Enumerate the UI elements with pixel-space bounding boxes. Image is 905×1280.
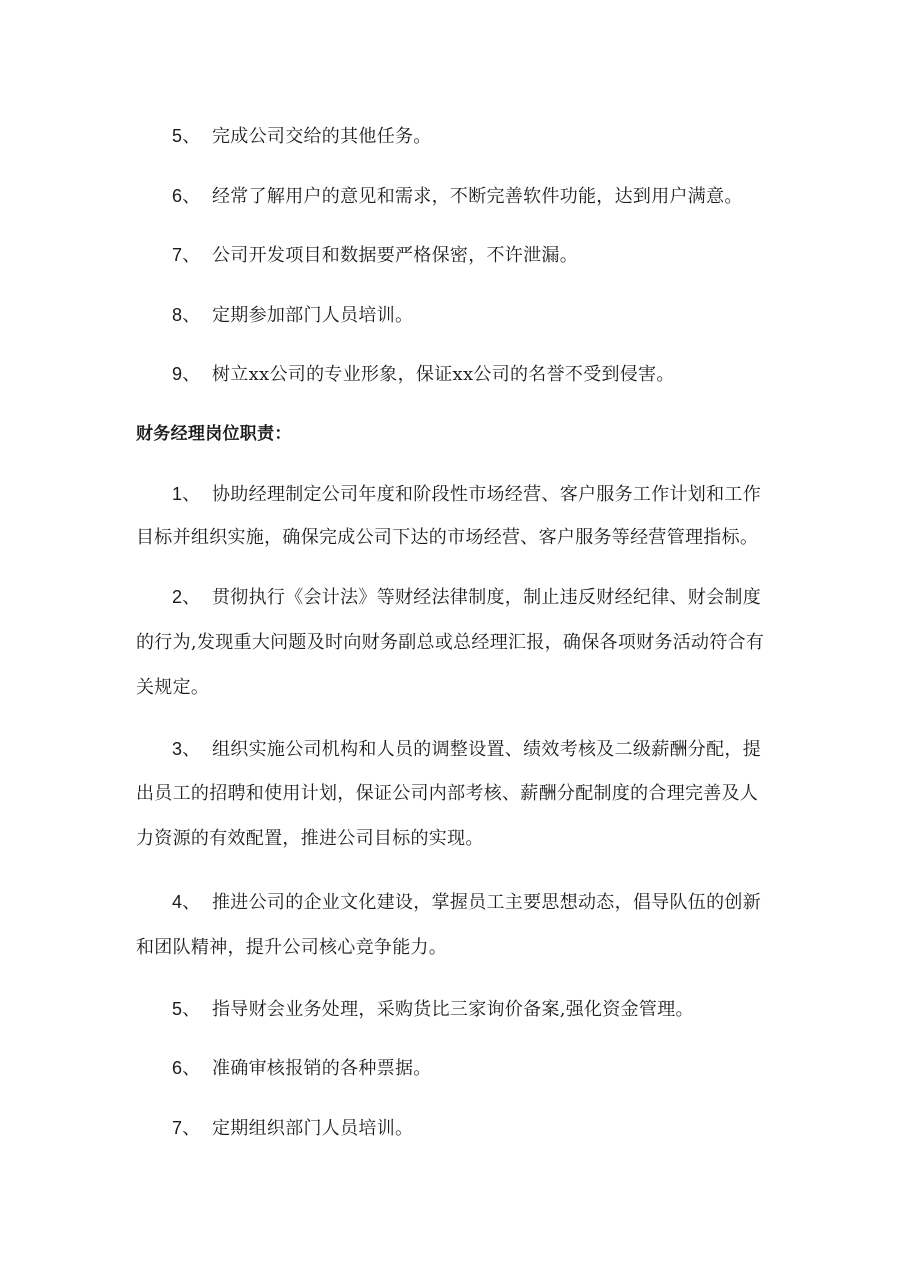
list-item — [136, 585, 776, 610]
item-number: 7、 — [172, 245, 201, 265]
item-number: 4、 — [172, 892, 201, 912]
item-number: 3、 — [172, 739, 201, 759]
item-continuation: 的行为,发现重大问题及时向财务副总或总经理汇报，确保各项财务活动符合有 — [136, 632, 765, 653]
item-continuation: 目标并组织实施，确保完成公司下达的市场经营、客户服务等经营管理指标。 — [136, 527, 759, 548]
item-text: 树立xx公司的专业形象，保证xx公司的名誉不受到侵害。 — [212, 364, 675, 385]
item-text: 定期参加部门人员培训。 — [212, 305, 414, 326]
list-item — [136, 362, 776, 387]
item-number: 6、 — [172, 1058, 201, 1078]
item-text: 定期组织部门人员培训。 — [212, 1118, 414, 1139]
list-item — [136, 303, 776, 328]
item-text: 贯彻执行《会计法》等财经法律制度，制止违反财经纪律、财会制度 — [212, 587, 761, 608]
item-continuation: 力资源的有效配置，推进公司目标的实现。 — [136, 828, 484, 849]
list-item — [136, 1056, 776, 1081]
item-number: 5、 — [172, 999, 201, 1019]
item-text: 组织实施公司机构和人员的调整设置、绩效考核及二级薪酬分配，提 — [212, 739, 761, 760]
item-text: 公司开发项目和数据要严格保密，不许泄漏。 — [212, 245, 578, 266]
list-item — [136, 124, 776, 149]
item-continuation: 和团队精神，提升公司核心竞争能力。 — [136, 937, 448, 958]
item-number: 8、 — [172, 305, 201, 325]
item-number: 2、 — [172, 587, 201, 607]
item-continuation: 关规定。 — [136, 677, 210, 698]
list-item — [136, 1116, 776, 1141]
item-text: 经常了解用户的意见和需求，不断完善软件功能，达到用户满意。 — [212, 186, 743, 207]
item-text: 协助经理制定公司年度和阶段性市场经营、客户服务工作计划和工作 — [212, 484, 761, 505]
item-number: 6、 — [172, 186, 201, 206]
list-item — [136, 997, 776, 1022]
list-item — [136, 737, 776, 762]
list-item — [136, 482, 776, 507]
list-item — [136, 184, 776, 209]
item-number: 5、 — [172, 126, 201, 146]
item-text: 准确审核报销的各种票据。 — [212, 1058, 432, 1079]
section-heading: 财务经理岗位职责： — [136, 424, 292, 444]
item-text: 指导财会业务处理，采购货比三家询价备案,强化资金管理。 — [212, 999, 694, 1020]
list-item — [136, 243, 776, 268]
list-item — [136, 890, 776, 915]
item-text: 完成公司交给的其他任务。 — [212, 126, 432, 147]
item-number: 1、 — [172, 484, 201, 504]
item-number: 9、 — [172, 364, 201, 384]
item-number: 7、 — [172, 1118, 201, 1138]
item-continuation: 出员工的招聘和使用计划，保证公司内部考核、薪酬分配制度的合理完善及人 — [136, 783, 759, 804]
item-text: 推进公司的企业文化建设，掌握员工主要思想动态，倡导队伍的创新 — [212, 892, 761, 913]
